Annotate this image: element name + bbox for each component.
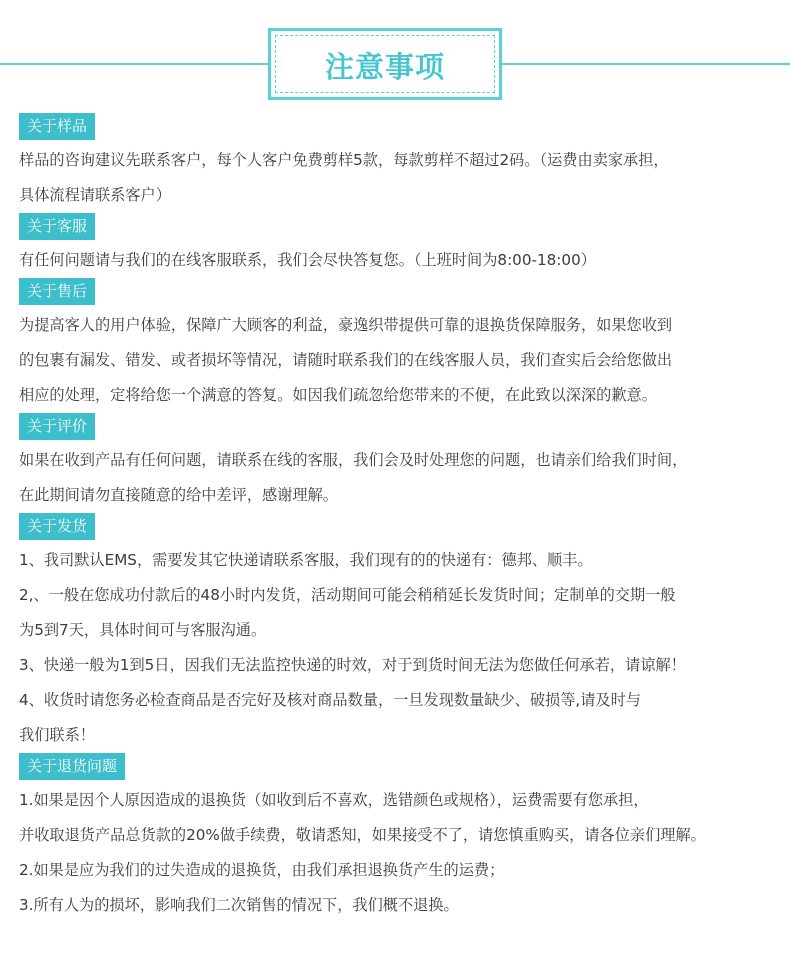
- section-label: 关于发货: [19, 513, 95, 540]
- section: [19, 513, 787, 753]
- section: [19, 278, 787, 413]
- section-text-line: 的包裹有漏发、错发、或者损坏等情况，请随时联系我们的在线客服人员，我们查实后会给您做出: [19, 351, 673, 369]
- section-label: 关于客服: [19, 213, 95, 240]
- section-text-line: 为5到7天，具体时间可与客服沟通。: [19, 621, 267, 639]
- section-text-line: 如果在收到产品有任何问题，请联系在线的客服，我们会及时处理您的问题，也请亲们给我们时间，: [19, 451, 688, 469]
- title-box: [268, 28, 502, 100]
- section-text-line: 3、快递一般为1到5日，因我们无法监控快递的时效，对于到货时间无法为您做任何承若，请谅解！: [19, 656, 686, 674]
- section-text-line: 相应的处理，定将给您一个满意的答复。如因我们疏忽给您带来的不便，在此致以深深的歉意。: [19, 386, 657, 404]
- section-text-line: 1.如果是因个人原因造成的退换货（如收到后不喜欢，选错颜色或规格），运费需要有您承担，: [19, 791, 649, 809]
- section: [19, 213, 787, 278]
- notice-content: [19, 113, 787, 923]
- section-text-line: 1、我司默认EMS，需要发其它快递请联系客服，我们现有的的快递有：德邦、顺丰。: [19, 551, 593, 569]
- section-label: 关于评价: [19, 413, 95, 440]
- section: [19, 113, 787, 213]
- section-text-line: 2.如果是应为我们的过失造成的退换货，由我们承担退换货产生的运费；: [19, 861, 505, 879]
- section-text-line: 为提高客人的用户体验，保障广大顾客的利益，豪逸织带提供可靠的退换货保障服务，如果您收到: [19, 316, 673, 334]
- section-text-line: 我们联系！: [19, 726, 95, 744]
- header-divider-left: [0, 63, 268, 65]
- section-text-line: 有任何问题请与我们的在线客服联系，我们会尽快答复您。（上班时间为8:00-18:00）: [19, 251, 596, 269]
- section: [19, 753, 787, 923]
- section: [19, 413, 787, 513]
- section-label: 关于样品: [19, 113, 95, 140]
- section-text-line: 3.所有人为的损坏，影响我们二次销售的情况下，我们概不退换。: [19, 896, 459, 914]
- header-divider-right: [502, 63, 790, 65]
- section-text-line: 并收取退货产品总货款的20%做手续费，敬请悉知，如果接受不了，请您慎重购买，请各位亲们理解。: [19, 826, 706, 844]
- section-text-line: 4、收货时请您务必检查商品是否完好及核对商品数量，一旦发现数量缺少、破损等,请及时与: [19, 691, 641, 709]
- page-title: 注意事项: [324, 50, 445, 84]
- section-label: 关于退货问题: [19, 753, 125, 780]
- section-label: 关于售后: [19, 278, 95, 305]
- section-text-line: 具体流程请联系客户）: [19, 186, 171, 204]
- section-text-line: 样品的咨询建议先联系客户，每个人客户免费剪样5款，每款剪样不超过2码。（运费由卖家承担，: [19, 151, 669, 169]
- section-text-line: 2,、一般在您成功付款后的48小时内发货，活动期间可能会稍稍延长发货时间；定制单的交期一般: [19, 586, 676, 604]
- section-text-line: 在此期间请勿直接随意的给中差评，感谢理解。: [19, 486, 338, 504]
